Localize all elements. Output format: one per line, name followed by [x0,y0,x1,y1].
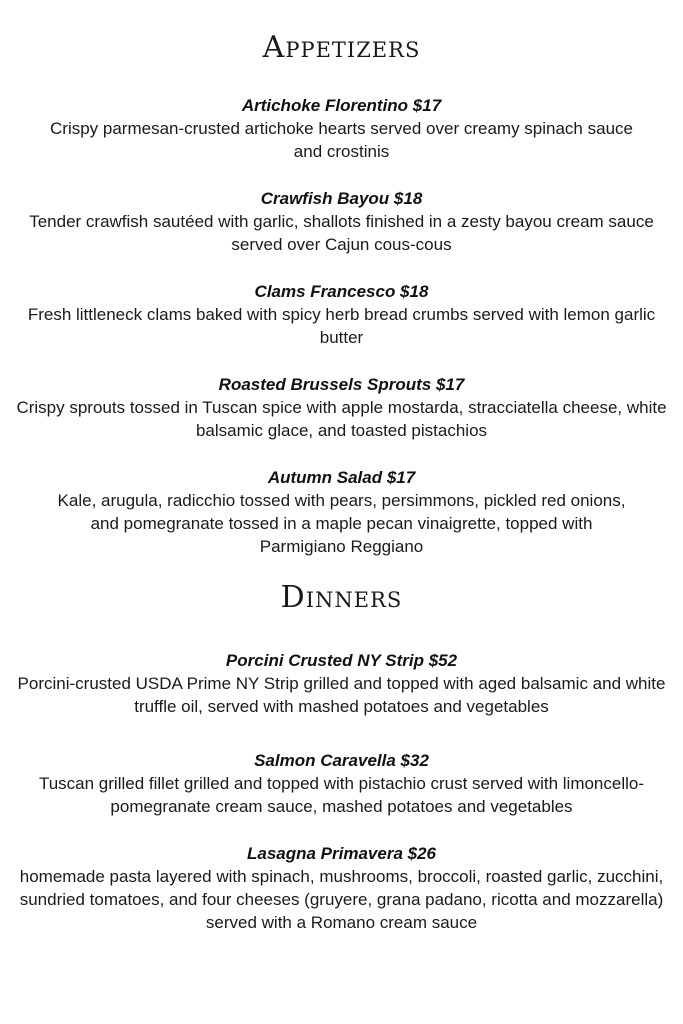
item-name: Porcini Crusted NY Strip $52 [225,651,458,670]
menu-item [0,280,683,349]
item-name: Roasted Brussels Sprouts $17 [218,375,465,394]
item-name: Lasagna Primavera $26 [246,844,436,863]
menu-item [0,373,683,442]
item-description: Crispy parmesan-crusted artichoke hearts served over creamy spinach sauce and crostinis [50,119,633,161]
item-description: Crispy sprouts tossed in Tuscan spice with apple mostarda, stracciatella cheese, white balsamic glace, and toasted pistachios [16,398,667,440]
menu-item [0,466,683,558]
item-name: Crawfish Bayou $18 [260,189,423,208]
item-name: Salmon Caravella $32 [254,751,429,770]
item-description: Porcini-crusted USDA Prime NY Strip grilled and topped with aged balsamic and white truffle oil, served with mashed potatoes and vegetables [17,674,666,716]
menu-item [0,749,683,818]
item-description: homemade pasta layered with spinach, mushrooms, broccoli, roasted garlic, zucchini, sundried tomatoes, and four cheeses (gruyere, grana padano, ricotta and mozzarella) served with a Romano cream sauce [19,867,664,932]
item-description: Fresh littleneck clams baked with spicy herb bread crumbs served with lemon garlic butter [27,305,656,347]
section-title-appetizers: Appetizers [262,30,421,65]
section-title-dinners: Dinners [280,580,403,615]
item-name: Clams Francesco $18 [254,282,429,301]
item-description: Kale, arugula, radicchio tossed with pears, persimmons, pickled red onions, and pomegranate tossed in a maple pecan vinaigrette, topped with Parmigiano Reggiano [57,491,626,556]
menu-item [0,842,683,934]
item-name: Autumn Salad $17 [267,468,416,487]
item-description: Tuscan grilled fillet grilled and topped with pistachio crust served with limoncello-pomegranate cream sauce, mashed potatoes and vegetables [38,774,645,816]
item-description: Tender crawfish sautéed with garlic, shallots finished in a zesty bayou cream sauce served over Cajun cous-cous [29,212,654,254]
menu-item [0,187,683,256]
menu-item [0,94,683,163]
item-name: Artichoke Florentino $17 [241,96,442,115]
menu-item [0,649,683,718]
